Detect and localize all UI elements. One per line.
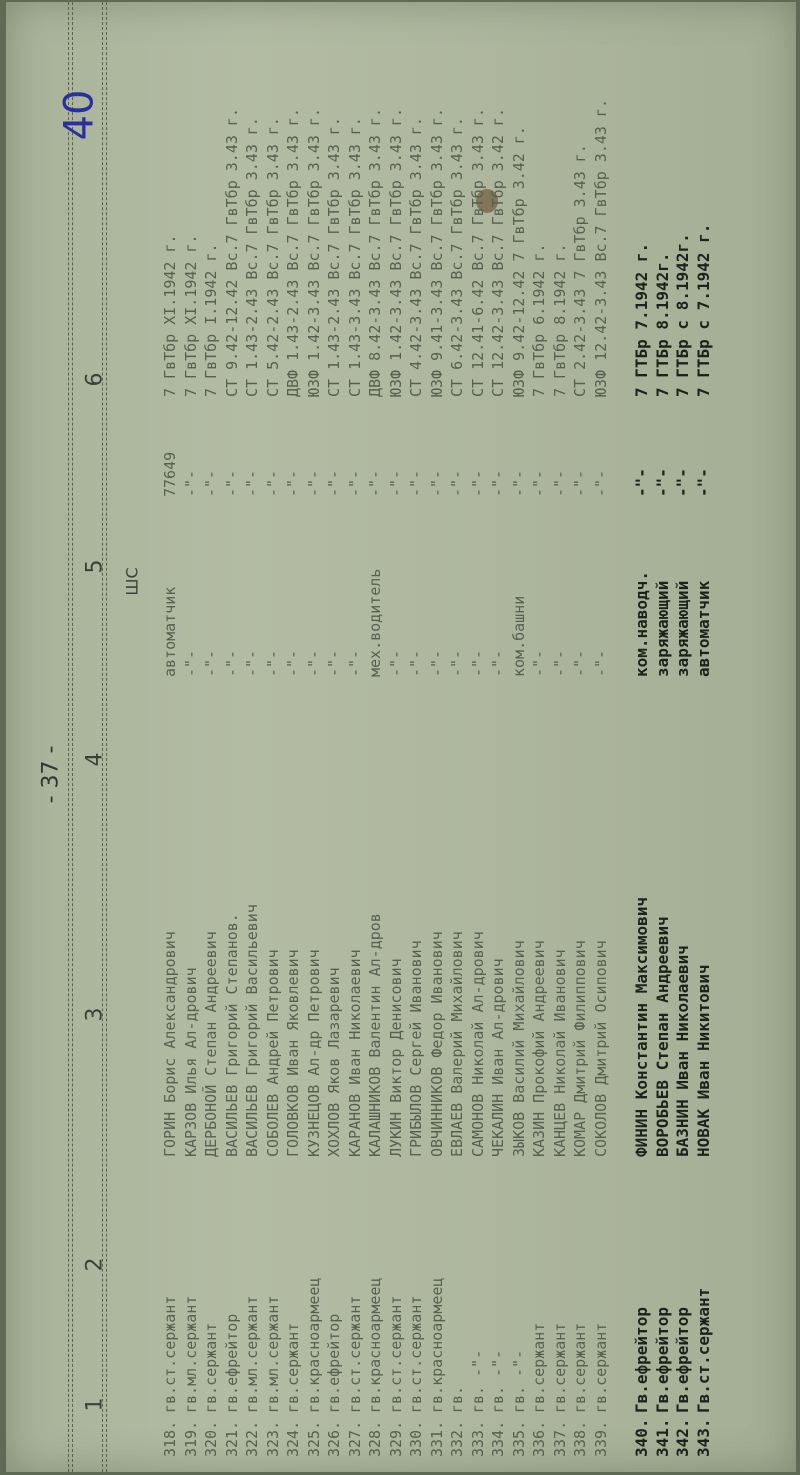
row-rank: гв.красноармеец [427,1277,446,1413]
row-unit: -"- [673,468,692,497]
row-rank: Гв.ефрейтор [632,1307,651,1413]
row-info: СТ 6.42-3.43 Вс.7 ГвТбр 3.43 г. [448,117,466,397]
row-rank: гв.мл.сержант [243,1295,261,1413]
row-rank: гв.ст.сержант [161,1295,179,1413]
row-unit: -"- [632,468,651,497]
row-info: 7 ГТБр с 8.1942г. [673,233,692,397]
pencil-sheet-number: 40 [56,89,103,141]
row-unit: -"- [693,468,713,497]
row-name: ОВЧИННИКОВ Федор Иванович [427,931,446,1157]
row-num: 334. [489,1420,507,1457]
row-role: -"- [304,649,323,677]
row-name: КАНЦЕВ Николай Иванович [550,949,569,1157]
row-unit: -"- [325,469,343,497]
row-num: 323. [263,1420,282,1457]
row-rank: гв.мл.сержант [181,1295,200,1413]
row-info: ДВФ 8.42-3.43 Вс.7 ГвТбр 3.43 г. [366,108,384,397]
row-role: -"- [345,649,364,677]
row-role: автоматчик [161,586,179,677]
row-role: -"- [202,649,220,677]
row-info: 7 ГвТбр I.1942 г. [202,243,220,397]
row-unit: -"- [284,469,302,497]
row-info: СТ 4.42-3.43 Вс.7 ГвТбр 3.43 г. [407,117,425,397]
row-unit: -"- [366,469,384,497]
row-rank: гв.сержант [550,1322,569,1413]
row-info: СТ 2.42-3.43 7 ГвТбр 3.43 г. [571,144,589,397]
row-num: 332. [448,1420,466,1457]
row-rank: гв. -"- [489,1349,507,1413]
row-rank: гв.сержант [284,1322,302,1413]
row-rank: гв.сержант [591,1322,610,1413]
row-num: 331. [427,1420,446,1457]
row-info: СТ 1.43-2.43 Вс.7 ГвТбр 3.43 г. [243,117,261,397]
page-number: - 37 - [38,745,64,804]
row-unit: -"- [345,469,364,497]
row-role: -"- [284,649,302,677]
row-name: ВАСИЛЬЕВ Григорий Степанов. [222,913,241,1157]
row-unit: -"- [243,469,261,497]
column-number: 4 [82,752,108,767]
row-num: 327. [345,1420,364,1457]
row-role: -"- [325,649,343,677]
row-rank: гв. -"- [468,1349,487,1413]
row-rank: гв. -"- [509,1349,528,1413]
row-name: КАЛАШНИКОВ Валентин Ал-дров [366,913,384,1157]
row-info: ЮЗФ 9.42-12.42 7 ГвТбр 3.42 г. [509,126,528,397]
row-name: ГОРИН Борис Александрович [161,931,179,1157]
row-info: 7 ГвТбр XI.1942 г. [181,234,200,397]
row-rank: гв.ст.сержант [386,1295,405,1413]
row-name: ГОЛОВКОВ Иван Яковлевич [284,949,302,1157]
row-unit: -"- [427,469,446,497]
column-number: 3 [82,1007,108,1022]
row-name: СОБОЛЕВ Андрей Петрович [263,949,282,1157]
row-num: 340. [632,1418,651,1457]
row-info: 7 ГТБр с 7.1942 г. [693,223,713,397]
row-role: -"- [489,649,507,677]
perforation-line [102,2,107,1472]
row-info: ЮЗФ 1.42-3.43 Вс.7 ГвТбр 3.43 г. [304,108,323,397]
row-name: СОКОЛОВ Дмитрий Осипович [591,940,610,1157]
row-role: -"- [530,649,548,677]
row-unit: -"- [489,469,507,497]
row-name: ВОРОБЬЕВ Степан Андреевич [652,916,672,1157]
row-name: ЕВЛАЕВ Валерий Михайлович [448,931,466,1157]
row-info: 7 ГТБр 7.1942 г. [632,242,651,397]
row-num: 321. [222,1420,241,1457]
row-info: ЮЗФ 12.42-3.43 Вс.7 ГвТбр 3.43 г. [591,98,610,397]
row-role: -"- [448,649,466,677]
row-info: СТ 1.43-3.43 Вс.7 ГвТбр 3.43 г. [345,117,364,397]
row-info: ДВФ 1.43-2.43 Вс.7 ГвТбр 3.43 г. [284,108,302,397]
row-rank: гв.красноармеец [366,1277,384,1413]
row-num: 330. [407,1420,425,1457]
row-role: -"- [263,649,282,677]
row-role: заряжающий [652,580,672,677]
row-rank: гв.ефрейтор [325,1313,343,1413]
row-info: СТ 9.42-12.42 Вс.7 ГвТбр 3.43 г. [222,108,241,397]
row-name: КАЗИН Прокофий Андреевич [530,940,548,1157]
row-rank: гв.красноармеец [304,1277,323,1413]
row-rank: Гв.ефрейтор [673,1307,692,1413]
row-info: 7 ГвТбр XI.1942 г. [161,234,179,397]
row-name: КАРАНОВ Иван Николаевич [345,949,364,1157]
row-role: ком.наводч. [632,571,651,677]
row-rank: гв.сержант [202,1322,220,1413]
row-role: -"- [550,649,569,677]
row-num: 328. [366,1420,384,1457]
row-num: 326. [325,1420,343,1457]
row-role: автоматчик [693,580,713,677]
row-rank: гв.ст.сержант [407,1295,425,1413]
row-unit: 77649 [161,451,179,497]
row-num: 335. [509,1420,528,1457]
row-unit: -"- [509,469,528,497]
column-number: 6 [82,372,108,387]
row-num: 338. [571,1420,589,1457]
row-role: -"- [181,649,200,677]
row-num: 343. [693,1418,713,1457]
row-rank: гв.сержант [530,1322,548,1413]
row-rank: гв.сержант [571,1322,589,1413]
row-unit: -"- [222,469,241,497]
row-num: 324. [284,1420,302,1457]
row-role: -"- [243,649,261,677]
row-num: 320. [202,1420,220,1457]
row-num: 337. [550,1420,569,1457]
row-unit: -"- [652,468,672,497]
row-role: -"- [386,649,405,677]
row-name: ЛУКИН Виктор Денисович [386,958,405,1157]
document-sheet [6,2,796,1472]
row-unit: -"- [591,469,610,497]
row-info: СТ 12.42-3.43 Вс.7 ГвТбр 3.42 г. [489,108,507,397]
row-name: ФИНИН Константин Максимович [632,896,651,1157]
row-name: ДЕРБОНОЙ Степан Андреевич [202,931,220,1157]
row-name: НОВАК Иван Никитович [693,964,713,1157]
row-info: СТ 5.42-2.43 Вс.7 ГвТбр 3.43 г. [263,117,282,397]
column-header-fragment: ШС [122,567,142,596]
row-num: 342. [673,1418,692,1457]
row-name: ХОХЛОВ Яков Лазаревич [325,967,343,1157]
row-unit: -"- [448,469,466,497]
row-role: заряжающий [673,580,692,677]
personnel-list [121,57,713,1457]
column-number: 5 [82,559,108,574]
row-unit: -"- [407,469,425,497]
row-role: ком.башни [509,595,528,677]
column-number: 1 [82,1397,108,1412]
row-rank: Гв.ст.сержант [693,1287,713,1413]
row-info: 7 ГТБр 8.1942г. [652,252,672,397]
row-info: СТ 12.41-6.42 Вс.7 ГвТбр 3.43 г. [468,108,487,397]
row-unit: -"- [571,469,589,497]
row-rank: гв.мл.сержант [263,1295,282,1413]
row-info: 7 ГвТбр 8.1942 г. [550,243,569,397]
row-info: ЮЗФ 1.42-3.43 Вс.7 ГвТбр 3.43 г. [386,108,405,397]
perforation-line [68,2,73,1472]
row-unit: -"- [386,469,405,497]
row-unit: -"- [304,469,323,497]
row-unit: -"- [263,469,282,497]
row-num: 325. [304,1420,323,1457]
row-num: 341. [652,1418,672,1457]
row-name: ЗЫКОВ Василий Михайлович [509,940,528,1157]
row-num: 322. [243,1420,261,1457]
row-role: -"- [407,649,425,677]
row-unit: -"- [530,469,548,497]
row-name: ВАСИЛЬЕВ Григорий Васильевич [243,904,261,1157]
row-num: 318. [161,1420,179,1457]
row-unit: -"- [468,469,487,497]
row-num: 333. [468,1420,487,1457]
row-rank: гв. [448,1385,466,1413]
row-num: 329. [386,1420,405,1457]
row-name: ГРИБЫЛОВ Сергей Иванович [407,940,425,1157]
row-num: 319. [181,1420,200,1457]
row-role: -"- [222,649,241,677]
row-unit: -"- [550,469,569,497]
row-role: -"- [468,649,487,677]
row-info: ЮЗФ 9.41-3.43 Вс.7 ГвТбр 3.43 г. [427,108,446,397]
row-num: 336. [530,1420,548,1457]
row-num: 339. [591,1420,610,1457]
row-name: КОМАР Дмитрий Филиппович [571,940,589,1157]
row-rank: гв.ефрейтор [222,1313,241,1413]
row-rank: гв.ст.сержант [345,1295,364,1413]
row-info: СТ 1.43-2.43 Вс.7 ГвТбр 3.43 г. [325,117,343,397]
row-name: КУЗНЕЦОВ Ал-др Петрович [304,949,323,1157]
row-role: мех.водитель [366,568,384,677]
row-info: 7 ГвТбр 6.1942 г. [530,243,548,397]
row-unit: -"- [202,469,220,497]
row-role: -"- [591,649,610,677]
row-role: -"- [427,649,446,677]
row-name: САМОНОВ Николай Ал-дрович [468,931,487,1157]
row-rank: Гв.ефрейтор [652,1307,672,1413]
column-number: 2 [82,1257,108,1272]
row-name: БАЗНИН Иван Николаевич [673,945,692,1157]
row-name: КАРЗОВ Илья Ал-дрович [181,967,200,1157]
row-name: ЧЕКАЛИН Иван Ал-дрович [489,958,507,1157]
row-role: -"- [571,649,589,677]
row-unit: -"- [181,469,200,497]
